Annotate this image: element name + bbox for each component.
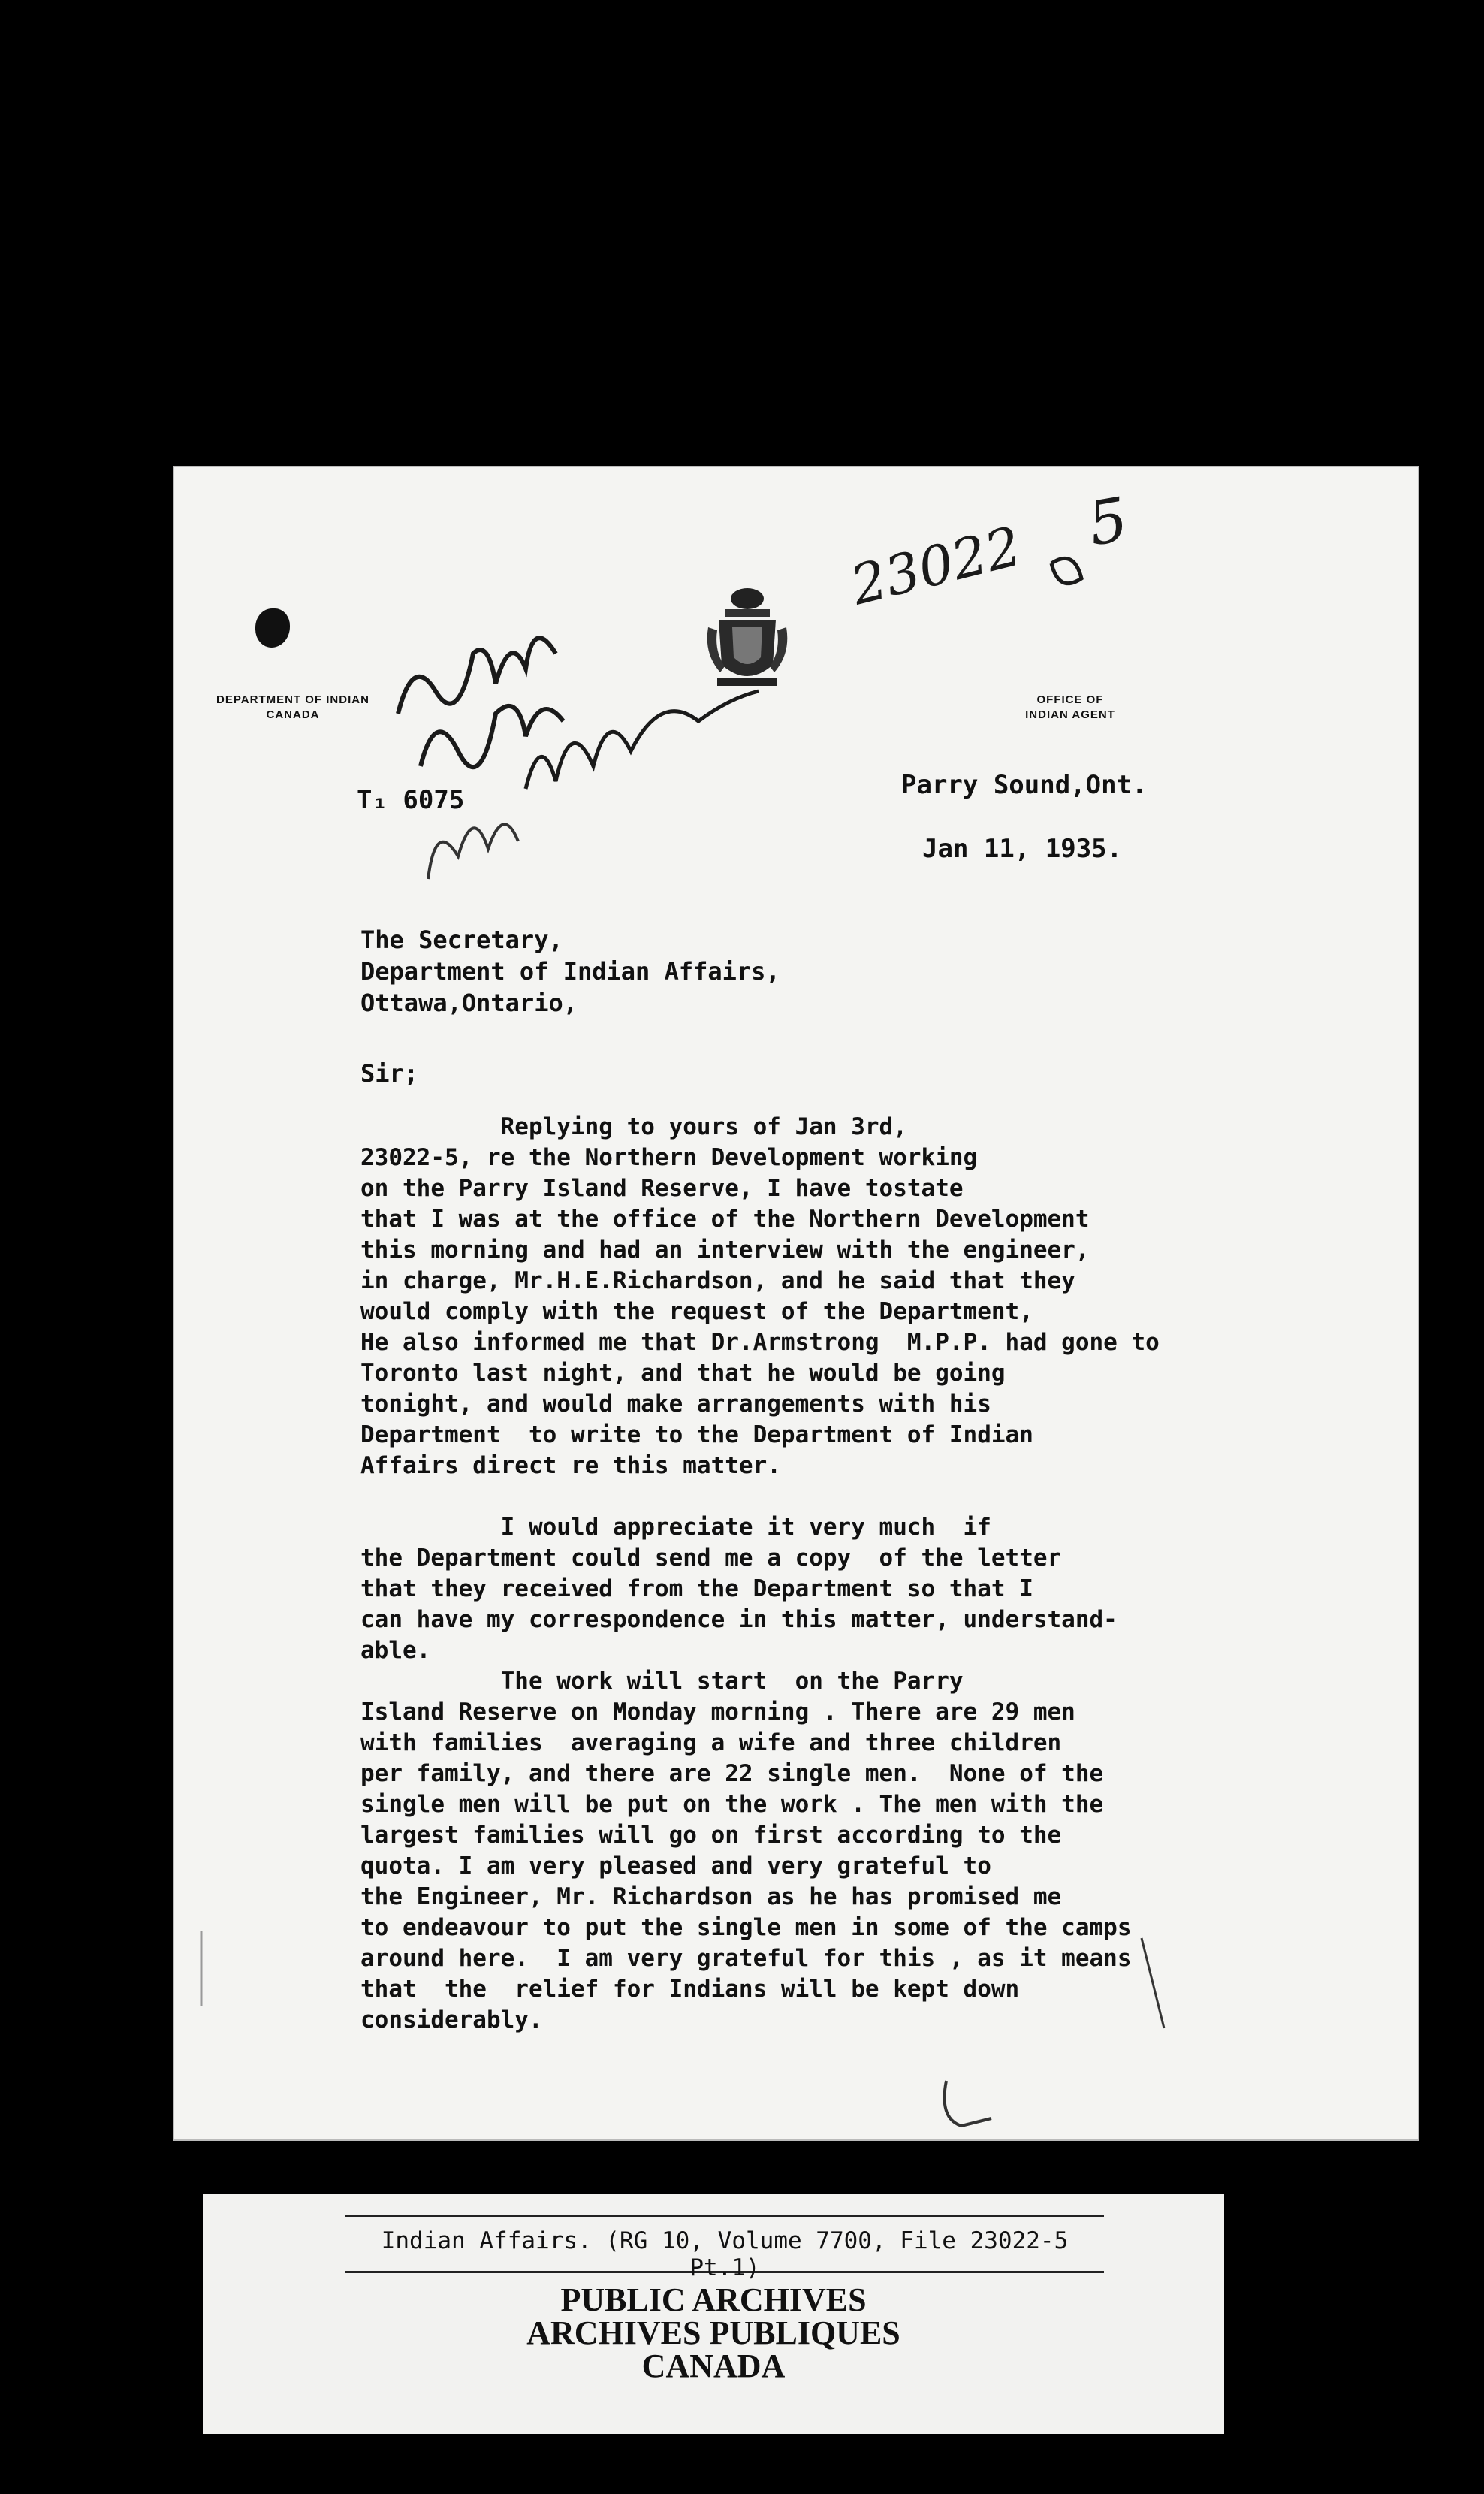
sender-location: Parry Sound,Ont.: [901, 770, 1148, 800]
archive-reference: Indian Affairs. (RG 10, Volume 7700, File 23022-5 Pt.1): [381, 2227, 1069, 2281]
ink-blot: [255, 608, 290, 648]
salutation: Sir;: [360, 1059, 419, 1088]
letterhead-office: [965, 693, 1175, 723]
letterhead-office-line1: OFFICE OF: [1036, 693, 1104, 706]
archives-stamp-line3: CANADA: [641, 2348, 786, 2384]
archives-stamp: [203, 2281, 1224, 2384]
addressee-block: The Secretary, Department of Indian Affairs, Ottawa,Ontario,: [360, 925, 780, 1017]
handwritten-file-number: 23022: [845, 514, 1027, 617]
file-reference: T₁ 6075: [357, 785, 465, 815]
letter-date: Jan 11, 1935.: [922, 834, 1123, 864]
letter-body: Replying to yours of Jan 3rd, 23022-5, re the Northern Development working on the Parry Island Reserve, I have tostate that I was at the office of the Northern Development this morning and had an interview with the engineer, in charge, Mr.H.E.Richardson, and he said that they would comply with the request of the Department, He also informed me that Dr.Armstrong M.P.P. had gone to Toronto last night, and that he would be going tonight, and would make arrangements with his Department to write to the Department of Indian Affairs direct re this matter. I would appreciate it very much if the Department could send me a copy of the letter that they received from the Department so that I can have my correspondence in this matter, understand- able. The work will start on the Parry Island Reserve on Monday morning . There are 29 men with families averaging a wife and three children per family, and there are 22 single men. None of the single men will be put on the work . The men with the largest families will go on first according to the quota. I am very pleased and very grateful to the Engineer, Mr. Richardson as he has promised me to endeavour to put the single men in some of the camps around here. I am very grateful for this , as it means that the relief for Indians will be kept down considerably.: [360, 1113, 1160, 2034]
archives-stamp-line2: ARCHIVES PUBLIQUES: [526, 2314, 900, 2351]
letterhead-department-line2: CANADA: [266, 708, 320, 721]
letterhead-department-line1: DEPARTMENT OF INDIAN: [216, 693, 369, 706]
handwritten-file-suffix: 5: [1083, 484, 1133, 560]
archive-reference-bar: [345, 2215, 1104, 2281]
archive-label-card: [203, 2194, 1224, 2434]
letterhead-office-line2: INDIAN AGENT: [1025, 708, 1115, 721]
archives-stamp-line1: PUBLIC ARCHIVES: [560, 2281, 867, 2318]
letter-page: [173, 466, 1419, 2141]
coat-of-arms-crest: [702, 582, 792, 695]
letterhead-department: [173, 693, 413, 723]
